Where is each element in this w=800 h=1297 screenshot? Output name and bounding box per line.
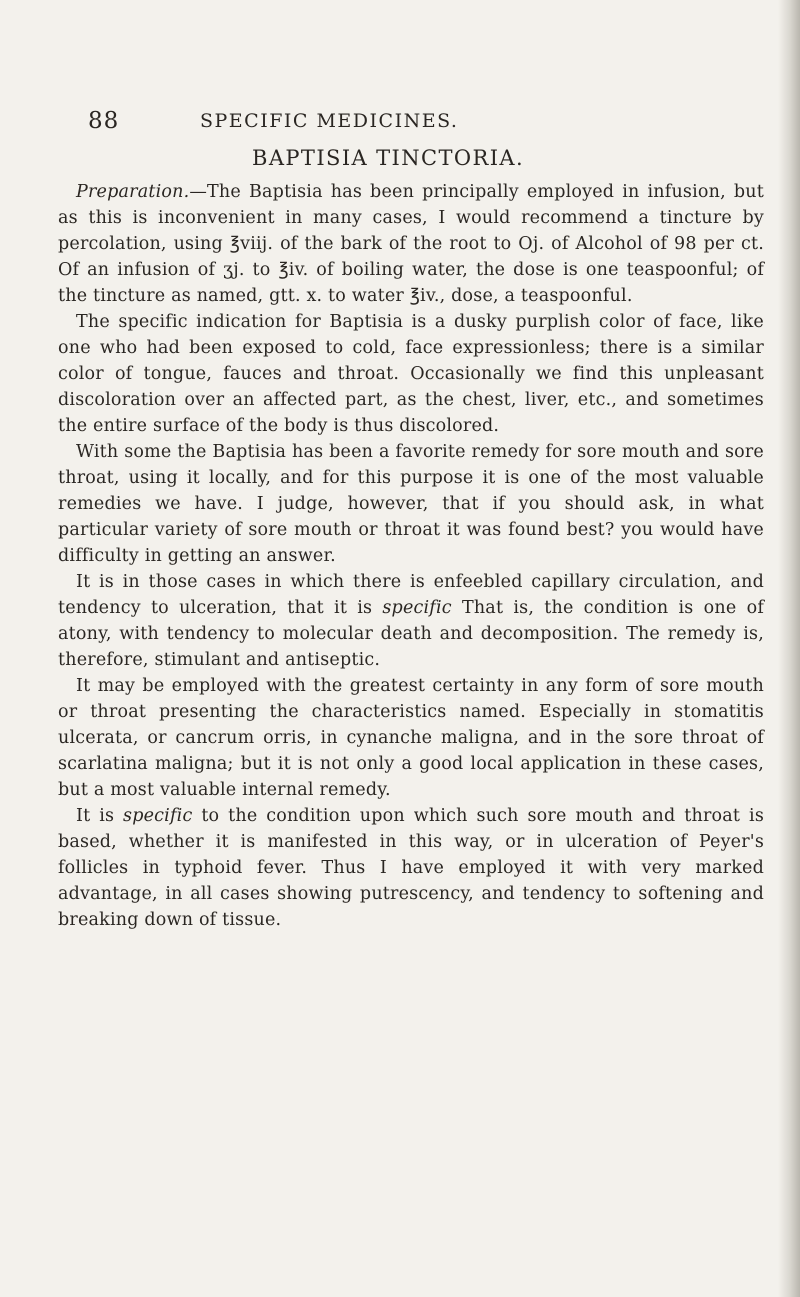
- capillary-paragraph: It is in those cases in which there is enfeebled capillary circulation, and tendency to ulceration, that it is specific That is, the condition is one of atony, with tendency to molecular death and decomposition. The remedy is, therefore, stimulant and antiseptic.: [58, 572, 764, 670]
- article-title: BAPTISIA TINCTORIA.: [252, 146, 525, 170]
- article-body: [58, 179, 764, 933]
- running-head: SPECIFIC MEDICINES.: [200, 110, 459, 132]
- indication-paragraph: The specific indication for Baptisia is a dusky purplish color of face, like one who had been exposed to cold, face expressionless; there is a similar color of tongue, fauces and throat. Occasionally we find this unpleasant discoloration over an affected part, as the chest, liver, etc., and sometimes the entire surface of the body is thus discolored.: [58, 312, 764, 436]
- condition-paragraph: It is specific to the condition upon which such sore mouth and throat is based, whether it is manifested in this way, or in ulceration of Peyer's follicles in typhoid fever. Thus I have employed it with very marked advantage, in all cases showing putrescency, and tendency to softening and breaking down of tissue.: [58, 806, 764, 930]
- employment-paragraph: It may be employed with the greatest certainty in any form of sore mouth or throat presenting the characteristics named. Especially in stomatitis ulcerata, or cancrum orris, in cynanche maligna, and in the sore throat of scarlatina maligna; but it is not only a good local application in these cases, but a most valuable internal remedy.: [58, 676, 764, 800]
- preparation-label: Preparation.: [76, 182, 190, 202]
- page-number: 88: [88, 108, 120, 134]
- sore-mouth-paragraph: With some the Baptisia has been a favorite remedy for sore mouth and sore throat, using it locally, and for this purpose it is one of the most valuable remedies we have. I judge, however, that if you should ask, in what particular variety of sore mouth or throat it was found best? you would have difficulty in getting an answer.: [58, 442, 764, 566]
- emphasis-specific: specific: [382, 598, 452, 618]
- preparation-text: —The Baptisia has been principally employed in infusion, but as this is inconvenient in many cases, I would recommend a tincture by percolation, using ℥viij. of the bark of the root to Oj. of Alcohol of 98 per ct. Of an infusion of ʒj. to ℥iv. of boiling water, the dose is one teaspoonful; of the tincture as named, gtt. x. to water ℥iv., dose, a teaspoonful.: [58, 182, 764, 306]
- page-header: [88, 108, 738, 138]
- page-edge-shadow: [778, 0, 800, 1297]
- preparation-paragraph: [58, 179, 764, 309]
- emphasis-specific: specific: [123, 806, 193, 826]
